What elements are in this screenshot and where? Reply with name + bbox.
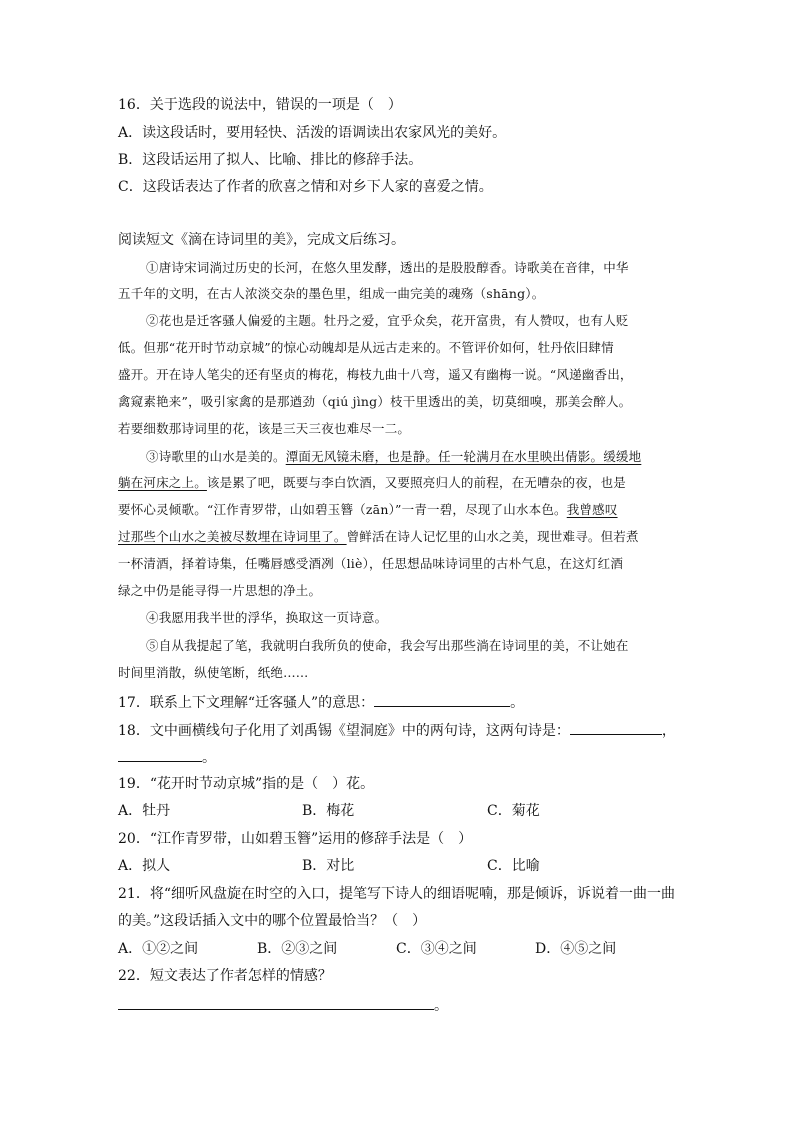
underlined-sentence-2: 我曾感叹 [566, 502, 618, 517]
q16-option-b: B．这段话运用了拟人、比喻、排比的修辞手法。 [118, 152, 423, 168]
q22-stem: 22．短文表达了作者怎样的情感？ [118, 968, 332, 984]
p3-line2-text: 该是累了吧，既要与李白饮酒，又要照亮归人的前程，在无嘈杂的夜，也是 [206, 475, 627, 490]
underlined-sentence-2-end: 过那些个山水之美被尽数埋在诗词里了。 [118, 529, 347, 544]
q21-option-c[interactable]: C．③④之间 [396, 941, 477, 957]
q16-stem: 16．关于选段的说法中，错误的一项是（ ） [118, 97, 402, 113]
q17-end: 。 [510, 695, 525, 711]
q17-stem: 17．联系上下文理解“迁客骚人”的意思： [118, 695, 375, 711]
p3-line4-text: 曾鲜活在诗人记忆里的山水之美，现世难寻。但若煮 [346, 529, 639, 544]
q19-option-c[interactable]: C．菊花 [487, 803, 540, 819]
passage-p2-line5: 若要细数那诗词里的花，该是三天三夜也难尽一二。 [118, 421, 411, 436]
passage-p5-line2: 时间里消散，纵使笔断，纸绝…… [118, 665, 309, 680]
passage-p3-line4 [118, 528, 639, 546]
passage-p3-line3 [118, 501, 618, 519]
passage-p3-line6: 绿之中仍是能寻得一片思想的净土。 [118, 583, 322, 598]
q20-option-a[interactable]: A．拟人 [118, 858, 171, 874]
passage-p1-line1: ①唐诗宋词淌过历史的长河，在悠久里发酵，透出的是股股醇香。诗歌美在音律，中华 [146, 260, 629, 275]
q18-answer-blank-1[interactable] [570, 720, 662, 735]
q21-stem-line1: 21．将“细听风盘旋在时空的入口，提笔写下诗人的细语呢喃，那是倾诉，诉说着一曲一曲 [118, 886, 675, 902]
q18-end: 。 [202, 750, 216, 766]
q18-comma: ， [661, 723, 676, 739]
passage-p2-line1: ②花也是迁客骚人偏爱的主题。牡丹之爱，宜乎众矣，花开富贵，有人赞叹，也有人贬 [146, 313, 629, 328]
q20-option-b[interactable]: B．对比 [302, 858, 355, 874]
passage-p3-line2 [118, 474, 626, 492]
q19-option-a[interactable]: A．牡丹 [118, 803, 171, 819]
q21-stem-line2: 的美。”这段话插入文中的哪个位置最恰当？（ ） [118, 913, 427, 929]
q19-option-b[interactable]: B．梅花 [302, 803, 355, 819]
q19-stem: 19．“花开时节动京城”指的是（ ）花。 [118, 776, 375, 792]
q17-answer-blank[interactable] [374, 692, 510, 707]
passage-p3-line5: 一杯清酒，择着诗集，任嘴唇感受酒冽（liè），任思想品味诗词里的古朴气息，在这灯红酒 [118, 556, 624, 571]
passage-p4: ④我愿用我半世的浮华，换取这一页诗意。 [146, 610, 388, 625]
q17 [118, 692, 524, 712]
underlined-sentence: 潭面无风镜未磨，也是静。任一轮满月在水里映出倩影。缓缓地 [285, 449, 642, 464]
passage-p3-line1 [146, 448, 641, 466]
q18-line2 [118, 747, 216, 767]
underlined-sentence-end: 躺在河床之上。 [118, 475, 207, 490]
p3-line1-text: ③诗歌里的山水是美的。 [146, 449, 286, 464]
q20-stem: 20．“江作青罗带，山如碧玉簪”运用的修辞手法是（ ） [118, 831, 473, 847]
passage-p5-line1: ⑤自从我提起了笔，我就明白我所负的使命，我会写出那些淌在诗词里的美，不让她在 [146, 638, 629, 653]
q18 [118, 720, 676, 740]
passage-p2-line3: 盛开。开在诗人笔尖的还有坚贞的梅花，梅枝九曲十八弯，遥又有幽梅一说。“风递幽香出， [118, 367, 633, 382]
passage-intro: 阅读短文《滴在诗词里的美》，完成文后练习。 [118, 232, 405, 248]
q18-answer-blank-2[interactable] [118, 747, 202, 762]
q21-option-a[interactable]: A．①②之间 [118, 941, 199, 957]
p3-line3-text: 要怀心灵倾歌。“江作青罗带，山如碧玉簪（zān）”一青一碧，尽现了山水本色。 [118, 502, 567, 517]
q16-option-c: C．这段话表达了作者的欣喜之情和对乡下人家的喜爱之情。 [118, 179, 493, 195]
q21-option-d[interactable]: D．④⑤之间 [535, 941, 617, 957]
passage-p2-line4: 禽窥素艳来”，吸引家禽的是那遒劲（qiú jìng）枝干里透出的美，切莫细嗅，那美会醉人。 [118, 394, 632, 409]
passage-p1-line2: 五千年的文明，在古人浓淡交杂的墨色里，组成一曲完美的魂殇（shāng）。 [118, 286, 545, 301]
passage-p2-line2: 低。但那“花开时节动京城”的惊心动魄却是从远古走来的。不管评价如何，牡丹依旧肆情 [118, 340, 614, 355]
q16-option-a: A．读这段话时，要用轻快、活泼的语调读出农家风光的美好。 [118, 125, 507, 141]
q22-answer-line [118, 995, 448, 1015]
q18-stem: 18．文中画横线句子化用了刘禹锡《望洞庭》中的两句诗，这两句诗是： [118, 723, 570, 739]
q22-end: 。 [434, 998, 448, 1014]
q20-option-c[interactable]: C．比喻 [487, 858, 540, 874]
q22-answer-blank[interactable] [118, 995, 434, 1010]
q21-option-b[interactable]: B．②③之间 [257, 941, 338, 957]
